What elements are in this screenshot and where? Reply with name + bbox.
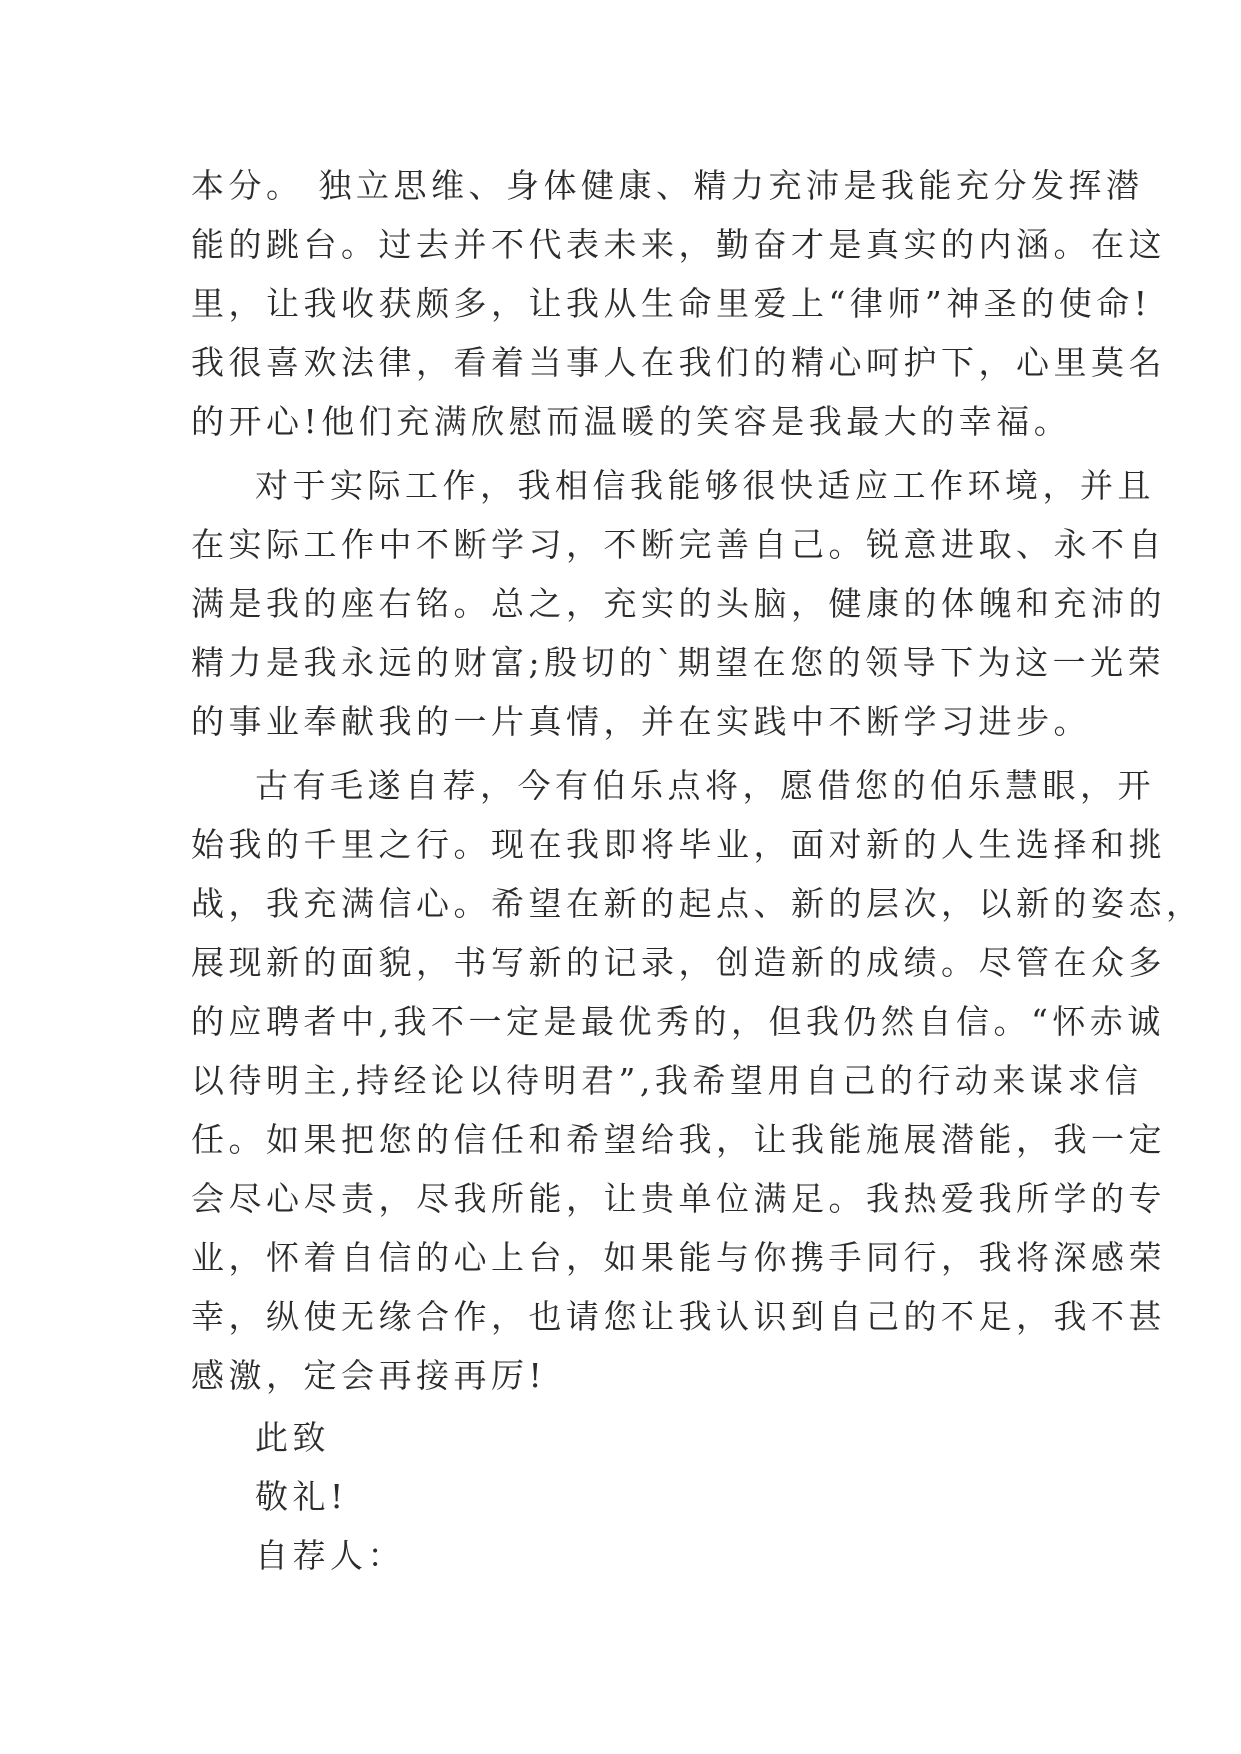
paragraph-line: 对于实际工作，我相信我能够很快适应工作环境，并且 <box>255 466 1155 505</box>
paragraph-line: 战，我充满信心。希望在新的起点、新的层次，以新的姿态， <box>191 884 1204 923</box>
paragraph-line: 展现新的面貌，书写新的记录，创造新的成绩。尽管在众多 <box>191 943 1166 982</box>
paragraph-line: 业，怀着自信的心上台，如果能与你携手同行，我将深感荣 <box>191 1238 1166 1277</box>
signature-label: 自荐人： <box>255 1536 405 1575</box>
paragraph-line: 本分。 独立思维、身体健康、精力充沛是我能充分发挥潜 <box>191 166 1144 205</box>
closing-regards: 敬礼! <box>255 1477 348 1516</box>
paragraph-line: 的事业奉献我的一片真情，并在实践中不断学习进步。 <box>191 702 1091 741</box>
paragraph-line: 会尽心尽责，尽我所能，让贵单位满足。我热爱我所学的专 <box>191 1179 1166 1218</box>
paragraph-line: 精力是我永远的财富;殷切的`期望在您的领导下为这一光荣 <box>191 643 1166 682</box>
paragraph-line: 以待明主,持经论以待明君”,我希望用自己的行动来谋求信 <box>191 1061 1143 1100</box>
paragraph-line: 满是我的座右铭。总之，充实的头脑，健康的体魄和充沛的 <box>191 584 1166 623</box>
paragraph-line: 古有毛遂自荐，今有伯乐点将，愿借您的伯乐慧眼，开 <box>255 766 1155 805</box>
paragraph-line: 的应聘者中,我不一定是最优秀的，但我仍然自信。“怀赤诚 <box>191 1002 1165 1041</box>
paragraph-line: 幸，纵使无缘合作，也请您让我认识到自己的不足，我不甚 <box>191 1297 1166 1336</box>
paragraph-line: 能的跳台。过去并不代表未来，勤奋才是真实的内涵。在这 <box>191 225 1166 264</box>
paragraph-line: 始我的千里之行。现在我即将毕业，面对新的人生选择和挑 <box>191 825 1166 864</box>
paragraph-line: 感激，定会再接再厉! <box>191 1356 547 1395</box>
closing-salutation: 此致 <box>255 1418 330 1457</box>
paragraph-line: 我很喜欢法律，看着当事人在我们的精心呵护下，心里莫名 <box>191 343 1166 382</box>
paragraph-line: 里，让我收获颇多，让我从生命里爱上“律师”神圣的使命! <box>191 284 1152 323</box>
paragraph-line: 的开心!他们充满欣慰而温暖的笑容是我最大的幸福。 <box>191 402 1072 441</box>
paragraph-line: 任。如果把您的信任和希望给我，让我能施展潜能，我一定 <box>191 1120 1166 1159</box>
paragraph-line: 在实际工作中不断学习，不断完善自己。锐意进取、永不自 <box>191 525 1166 564</box>
